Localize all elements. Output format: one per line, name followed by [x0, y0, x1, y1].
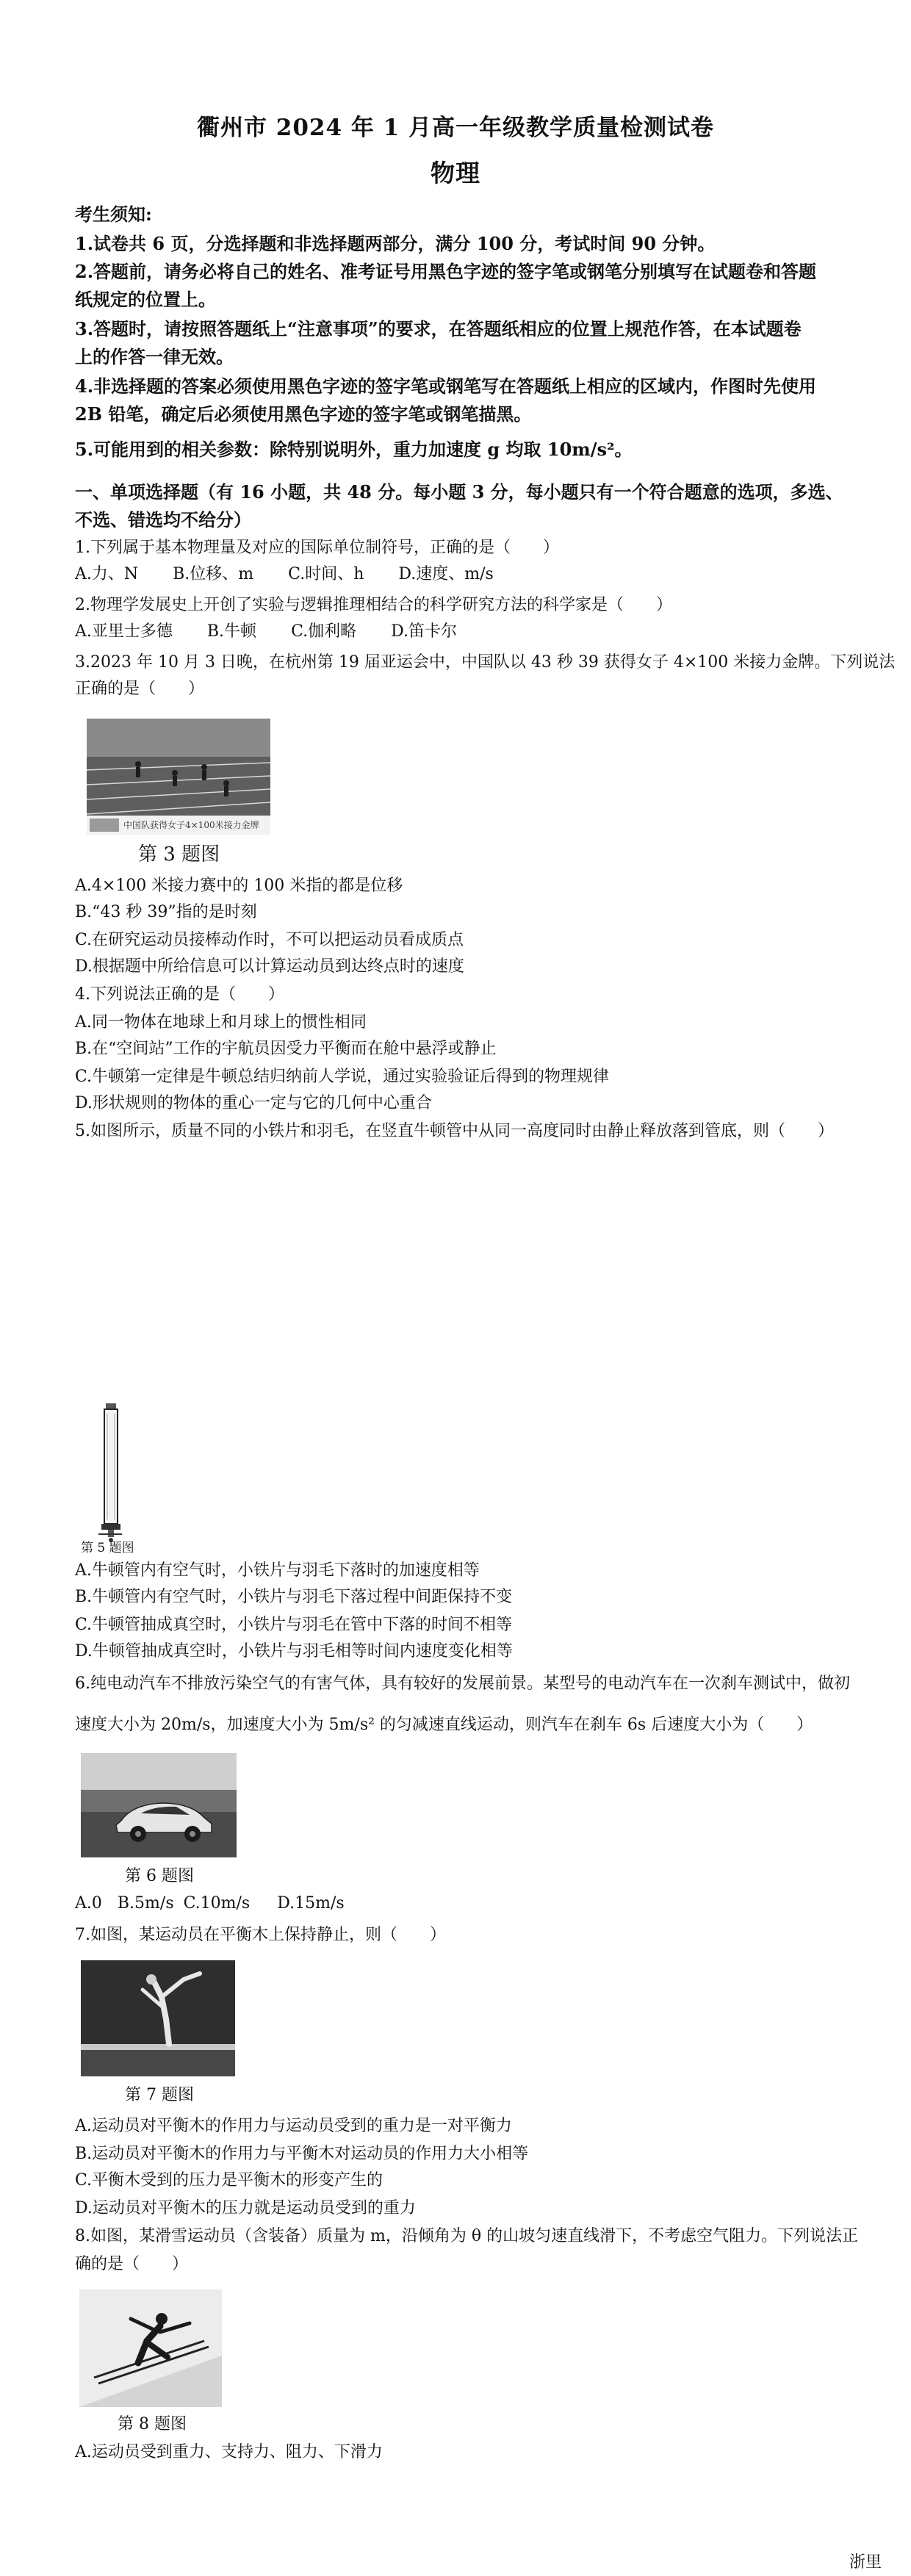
q3-stem-line-2: 正确的是（ ） — [75, 680, 205, 698]
q8-stem-line-1: 8.如图，某滑雪运动员（含装备）质量为 m，沿倾角为 θ 的山坡匀速直线滑下，不考虑空气阻力。下列说法正 — [75, 2227, 859, 2245]
q3-stem-line-1: 3.2023 年 10 月 3 日晚，在杭州第 19 届亚运会中，中国队以 43 秒 39 获得女子 4×100 米接力金牌。下列说法 — [75, 653, 896, 672]
q3-figure-banner: 中国队获得女子4×100米接力金牌 — [123, 820, 259, 830]
q6-stem-line-2: 速度大小为 20m/s，加速度大小为 5m/s² 的匀减速直线运动，则汽车在刹车 6s 后速度大小为（ ） — [75, 1716, 813, 1734]
q7-stem: 7.如图，某运动员在平衡木上保持静止，则（ ） — [75, 1926, 446, 1944]
q4-option-a: A.同一物体在地球上和月球上的惯性相同 — [75, 1013, 367, 1032]
q1-stem: 1.下列属于基本物理量及对应的国际单位制符号，正确的是（ ） — [75, 539, 559, 557]
q5-option-a: A.牛顿管内有空气时，小铁片与羽毛下落时的加速度相等 — [75, 1561, 480, 1580]
notice-line-4: 3.答题时，请按照答题纸上“注意事项”的要求，在答题纸相应的位置上规范作答，在本试题卷 — [75, 318, 802, 339]
q6-figure-caption: 第 6 题图 — [125, 1867, 194, 1885]
q8-stem-line-2: 确的是（ ） — [75, 2255, 189, 2273]
q1-option-c: C.时间、h — [288, 565, 364, 583]
q3-option-d: D.根据题中所给信息可以计算运动员到达终点时的速度 — [75, 957, 464, 976]
q7-figure-balance-beam-photo — [81, 1960, 235, 2076]
notice-line-7: 2B 铅笔，确定后必须使用黑色字迹的签字笔或钢笔描黑。 — [75, 403, 532, 425]
q3-option-b: B.“43 秒 39”指的是时刻 — [75, 903, 257, 921]
q6-option-c: C.10m/s — [183, 1894, 251, 1913]
exam-title: 衢州市 2024 年 1 月高一年级教学质量检测试卷 — [196, 115, 715, 141]
q6-options — [75, 1894, 374, 1913]
q6-option-b: B.5m/s — [117, 1894, 174, 1913]
q8-option-a: A.运动员受到重力、支持力、阻力、下滑力 — [75, 2443, 383, 2461]
notice-line-8: 5.可能用到的相关参数：除特别说明外，重力加速度 g 均取 10m/s²。 — [75, 439, 633, 460]
q3-option-c: C.在研究运动员接棒动作时，不可以把运动员看成质点 — [75, 931, 464, 949]
q2-stem: 2.物理学发展史上开创了实验与逻辑推理相结合的科学研究方法的科学家是（ ） — [75, 596, 672, 614]
notice-line-2: 2.答题前，请务必将自己的姓名、准考证号用黑色字迹的签字笔或钢笔分别填写在试题卷和答题 — [75, 261, 817, 282]
q5-stem: 5.如图所示，质量不同的小铁片和羽毛，在竖直牛顿管中从同一高度同时由静止释放落到管底，则（ ） — [75, 1122, 834, 1140]
q4-option-d: D.形状规则的物体的重心一定与它的几何中心重合 — [75, 1094, 432, 1112]
notice-heading: 考生须知: — [75, 204, 152, 225]
q5-option-d: D.牛顿管抽成真空时，小铁片与羽毛相等时间内速度变化相等 — [75, 1642, 513, 1661]
q6-stem-line-1: 6.纯电动汽车不排放污染空气的有害气体，具有较好的发展前景。某型号的电动汽车在一次刹车测试中，做初 — [75, 1674, 850, 1693]
q2-option-c: C.伽利略 — [291, 622, 357, 641]
q3-figure-caption: 第 3 题图 — [138, 843, 220, 866]
q1-option-b: B.位移、m — [173, 565, 254, 583]
q6-option-d: D.15m/s — [277, 1894, 345, 1913]
notice-line-5: 上的作答一律无效。 — [75, 346, 234, 367]
q5-option-c: C.牛顿管抽成真空时，小铁片与羽毛在管中下落的时间不相等 — [75, 1616, 513, 1634]
q4-option-b: B.在“空间站”工作的宇航员因受力平衡而在舱中悬浮或静止 — [75, 1040, 497, 1058]
q4-stem: 4.下列说法正确的是（ ） — [75, 985, 284, 1004]
q2-option-b: B.牛顿 — [206, 622, 257, 641]
section-heading-line-1: 一、单项选择题（有 16 小题，共 48 分。每小题 3 分，每小题只有一个符合题意的选项，多选、 — [75, 481, 843, 503]
q8-figure-skier-photo — [79, 2289, 222, 2407]
q2-options — [75, 619, 486, 641]
q6-option-a: A.0 — [75, 1894, 102, 1913]
q7-option-c: C.平衡木受到的压力是平衡木的形变产生的 — [75, 2171, 384, 2190]
q3-figure-track-photo — [87, 719, 270, 835]
q1-options — [75, 561, 523, 584]
notice-line-3: 纸规定的位置上。 — [75, 289, 216, 310]
q5-figure-newton-tube — [88, 1403, 132, 1543]
q1-option-d: D.速度、m/s — [398, 565, 494, 583]
q7-option-b: B.运动员对平衡木的作用力与平衡木对运动员的作用力大小相等 — [75, 2145, 529, 2163]
q1-option-a: A.力、N — [75, 565, 139, 583]
q7-figure-caption: 第 7 题图 — [125, 2086, 194, 2104]
q5-option-b: B.牛顿管内有空气时，小铁片与羽毛下落过程中间距保持不变 — [75, 1588, 513, 1606]
q7-option-a: A.运动员对平衡木的作用力与运动员受到的重力是一对平衡力 — [75, 2117, 512, 2135]
q8-figure-caption: 第 8 题图 — [118, 2415, 187, 2433]
q4-option-c: C.牛顿第一定律是牛顿总结归纳前人学说，通过实验验证后得到的物理规律 — [75, 1068, 610, 1086]
subject-title: 物理 — [431, 159, 480, 187]
section-heading-line-2: 不选、错选均不给分） — [75, 509, 251, 530]
q5-figure-caption: 第 5 题图 — [81, 1541, 134, 1555]
page-footer: 浙里 — [849, 2553, 882, 2572]
notice-line-1: 1.试卷共 6 页，分选择题和非选择题两部分，满分 100 分，考试时间 90 分钟。 — [75, 233, 716, 254]
q6-figure-car-photo — [81, 1753, 237, 1857]
q2-option-d: D.笛卡尔 — [391, 622, 457, 641]
q3-option-a: A.4×100 米接力赛中的 100 米指的都是位移 — [75, 877, 403, 895]
notice-line-6: 4.非选择题的答案必须使用黑色字迹的签字笔或钢笔写在答题纸上相应的区域内，作图时先使用 — [75, 375, 817, 397]
q7-option-d: D.运动员对平衡木的压力就是运动员受到的重力 — [75, 2199, 416, 2217]
q2-option-a: A.亚里士多德 — [75, 622, 173, 641]
